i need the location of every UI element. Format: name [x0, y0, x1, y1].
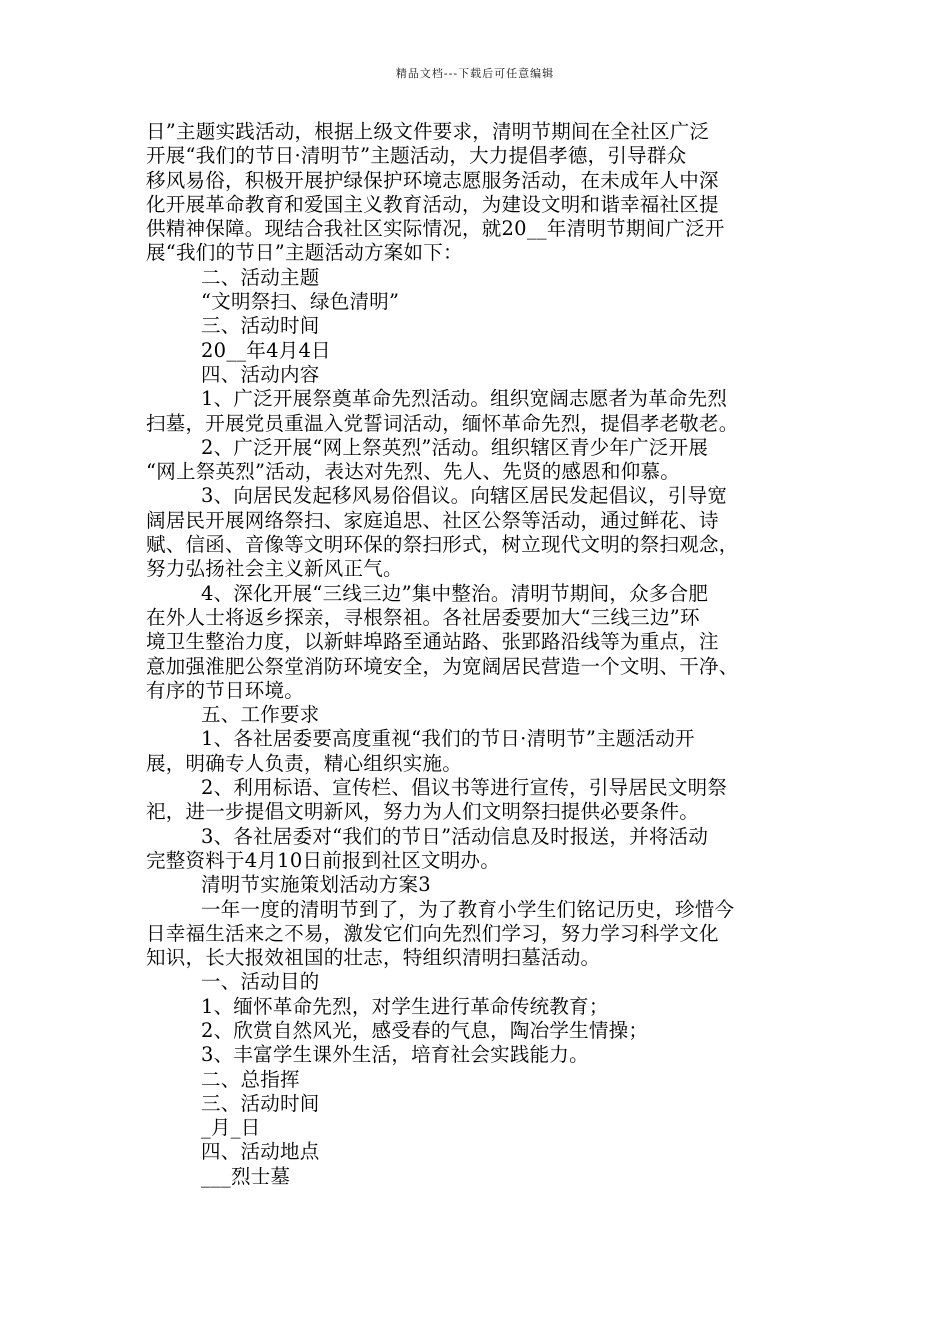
text-line: 化开展革命教育和爱国主义教育活动，为建设文明和谐幸福社区提: [146, 192, 719, 216]
text-line: 3、向居民发起移风易俗倡议。向辖区居民发起倡议，引导宽: [201, 484, 728, 508]
text-line: 4、深化开展“三线三边”集中整治。清明节期间，众多合肥: [201, 581, 709, 605]
text-line: 开展“我们的节日·清明节”主题活动，大力提倡孝德，引导群众: [146, 144, 687, 168]
text-line: 3、丰富学生课外生活，培育社会实践能力。: [201, 1043, 589, 1067]
text-line: 扫墓，开展党员重温入党誓词活动，缅怀革命先烈，提倡孝老敬老。: [146, 411, 739, 435]
text-line: 二、活动主题: [201, 265, 320, 289]
text-line: 在外人士将返乡探亲，寻根祭祖。各社居委要加大“三线三边”环: [146, 605, 700, 629]
text-line: 2、欣赏自然风光，感受春的气息，陶冶学生情操；: [201, 1018, 649, 1042]
text-line: 知识，长大报效祖国的壮志，特组织清明扫墓活动。: [146, 946, 601, 970]
text-line: 2、广泛开展“网上祭英烈”活动。组织辖区青少年广泛开展: [201, 435, 709, 459]
text-line: 1、各社居委要高度重视“我们的节日·清明节”主题活动开: [201, 727, 695, 751]
text-line: 完整资料于4月10日前报到社区文明办。: [146, 848, 500, 872]
text-line: 日”主题实践活动，根据上级文件要求，清明节期间在全社区广泛: [146, 120, 710, 143]
text-line: 3、各社居委对“我们的节日”活动信息及时报送，并将活动: [201, 824, 709, 848]
text-line: 1、广泛开展祭奠革命先烈活动。组织宽阔志愿者为革命先烈: [201, 387, 728, 411]
text-line: 五、工作要求: [201, 703, 320, 727]
text-line: 移风易俗，积极开展护绿保护环境志愿服务活动，在未成年人中深: [146, 168, 719, 192]
page-header: 精品文档---下载后可任意编辑: [395, 67, 555, 80]
text-line: 祀，进一步提倡文明新风，努力为人们文明祭扫提供必要条件。: [146, 800, 700, 824]
text-line: 展“我们的节日”主题活动方案如下：: [146, 241, 463, 265]
text-line: 一年一度的清明节到了，为了教育小学生们铭记历史，珍惜今: [201, 897, 735, 921]
text-line: “文明祭扫、绿色清明”: [201, 290, 400, 314]
text-line: 二、总指挥: [201, 1067, 300, 1091]
text-line: 赋、信函、音像等文明环保的祭扫形式，树立现代文明的祭扫观念，: [146, 533, 739, 557]
text-line: 阔居民开展网络祭扫、家庭追思、社区公祭等活动，通过鲜花、诗: [146, 508, 719, 532]
text-line: 三、活动时间: [201, 1091, 320, 1115]
text-line: 四、活动地点: [201, 1140, 320, 1164]
text-line: “网上祭英烈”活动，表达对先烈、先人、先贤的感恩和仰慕。: [146, 460, 680, 484]
document-body: [146, 120, 826, 1189]
text-line: 供精神保障。现结合我社区实际情况，就20__年清明节期间广泛开: [146, 217, 725, 241]
text-line: 有序的节日环境。: [146, 678, 305, 702]
text-line: 四、活动内容: [201, 362, 320, 386]
text-line: 努力弘扬社会主义新风正气。: [146, 557, 403, 581]
text-line: 清明节实施策划活动方案3: [201, 873, 431, 897]
text-line: 日幸福生活来之不易，激发它们向先烈们学习，努力学习科学文化: [146, 921, 719, 945]
text-line: 20__年4月4日: [201, 338, 331, 362]
text-line: 意加强淮肥公祭堂消防环境安全，为宽阔居民营造一个文明、干净、: [146, 654, 739, 678]
text-line: _月_日: [201, 1116, 261, 1140]
text-line: 1、缅怀革命先烈，对学生进行革命传统教育；: [201, 994, 609, 1018]
text-line: 2、利用标语、宣传栏、倡议书等进行宣传，引导居民文明祭: [201, 776, 728, 800]
text-line: 境卫生整治力度，以新蚌埠路至通站路、张郢路沿线等为重点，注: [146, 630, 719, 654]
text-line: 展，明确专人负责，精心组织实施。: [146, 751, 463, 775]
text-line: ___烈士墓: [201, 1164, 291, 1188]
text-line: 一、活动目的: [201, 970, 320, 994]
text-line: 三、活动时间: [201, 314, 320, 338]
